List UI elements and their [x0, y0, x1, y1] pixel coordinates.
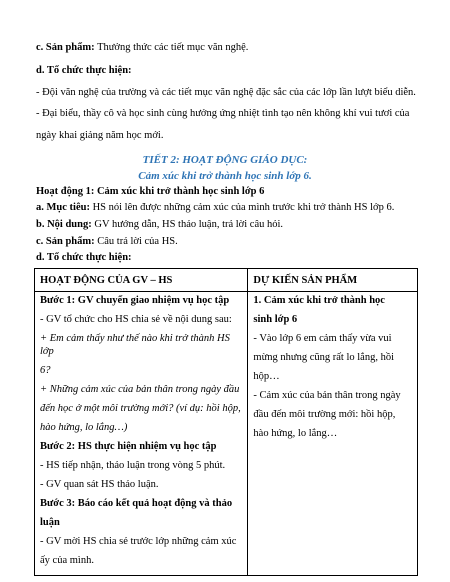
step1-line-2: + Em cảm thấy như thế nào khi trở thành HS lớp	[40, 333, 230, 357]
product-answer-line	[36, 235, 178, 248]
table-header-row	[35, 269, 418, 292]
product-title-2: sinh lớp 6	[253, 314, 298, 325]
step3-title-2: luận	[40, 517, 60, 528]
activity-organize-label: d. Tổ chức thực hiện:	[36, 252, 132, 263]
step1-line-3: 6?	[40, 365, 51, 376]
organize-line-2: - Đại biểu, thầy cô và học sinh cùng hưởng ứng nhiệt tình tạo nên không khí vui tươi của	[36, 108, 410, 119]
product-line-1: - Vào lớp 6 em cảm thấy vừa vui	[253, 333, 392, 344]
product-title-1: 1. Cảm xúc khi trở thành học	[253, 295, 385, 306]
step3-line-2: ấy của mình.	[40, 555, 94, 566]
objective-label: a. Mục tiêu:	[36, 202, 90, 213]
activity-title: Hoạt động 1: Cảm xúc khi trở thành học sinh lớp 6	[36, 186, 265, 197]
content-text: GV hướng dẫn, HS thảo luận, trả lời câu hỏi.	[91, 219, 284, 230]
objective-text: HS nói lên được những cảm xúc của mình trước khi trở thành HS lớp 6.	[89, 202, 395, 213]
step2-line-1: - HS tiếp nhận, thảo luận trong vòng 5 phút.	[40, 460, 226, 471]
table-row	[35, 292, 418, 576]
step2-line-2: - GV quan sát HS thảo luận.	[40, 479, 159, 490]
step1-title: Bước 1: GV chuyển giao nhiệm vụ học tập	[40, 295, 230, 306]
step3-line-1: - GV mời HS chia sẻ trước lớp những cảm xúc	[40, 536, 237, 547]
activity-table	[34, 268, 418, 576]
content-label: b. Nội dung:	[36, 219, 92, 230]
content-line	[36, 218, 283, 231]
teacher-student-cell	[35, 292, 248, 576]
product-line-3: hộp…	[253, 371, 280, 382]
product-text: Thưởng thức các tiết mục văn nghệ.	[94, 42, 249, 53]
col-header-expected-product: DỰ KIẾN SẢN PHẨM	[248, 269, 418, 292]
step3-title-1: Bước 3: Báo cáo kết quả hoạt động và thảo	[40, 498, 233, 509]
step1-line-5: đến học ở một môi trường mới? (ví dụ: hồi hộp,	[40, 403, 241, 414]
organize-line-1: - Đội văn nghệ của trường và các tiết mục văn nghệ đặc sắc của các lớp lần lượt biểu diễn.	[36, 87, 416, 98]
product-answer-label: c. Sản phẩm:	[36, 236, 95, 247]
product-answer-text: Câu trả lời của HS.	[94, 236, 178, 247]
section-subtitle: Cảm xúc khi trở thành học sinh lớp 6.	[138, 170, 312, 182]
organize-line-3: ngày khai giảng năm học mới.	[36, 130, 164, 141]
organize-label: d. Tổ chức thực hiện:	[36, 65, 132, 76]
product-line-6: hào hứng, lo lắng…	[253, 428, 338, 439]
product-line-5: đầu đến môi trường mới: hồi hộp,	[253, 409, 396, 420]
step2-title: Bước 2: HS thực hiện nhiệm vụ học tập	[40, 441, 217, 452]
step1-line-1: - GV tổ chức cho HS chia sẻ về nội dung sau:	[40, 314, 232, 325]
objective-line	[36, 201, 394, 214]
product-label: c. Sản phẩm:	[36, 42, 95, 53]
section-title: TIẾT 2: HOẠT ĐỘNG GIÁO DỤC:	[142, 154, 308, 166]
product-line-4: - Cảm xúc của bản thân trong ngày	[253, 390, 401, 401]
col-header-teacher-student: HOẠT ĐỘNG CỦA GV – HS	[35, 269, 248, 292]
product-line	[36, 41, 248, 54]
step1-line-6: hào hứng, lo lắng…)	[40, 422, 128, 433]
step1-line-4: + Những cảm xúc của bản thân trong ngày đầu	[40, 384, 240, 395]
product-line-2: mừng nhưng cũng rất lo lắng, hồi	[253, 352, 394, 363]
expected-product-cell	[248, 292, 418, 576]
